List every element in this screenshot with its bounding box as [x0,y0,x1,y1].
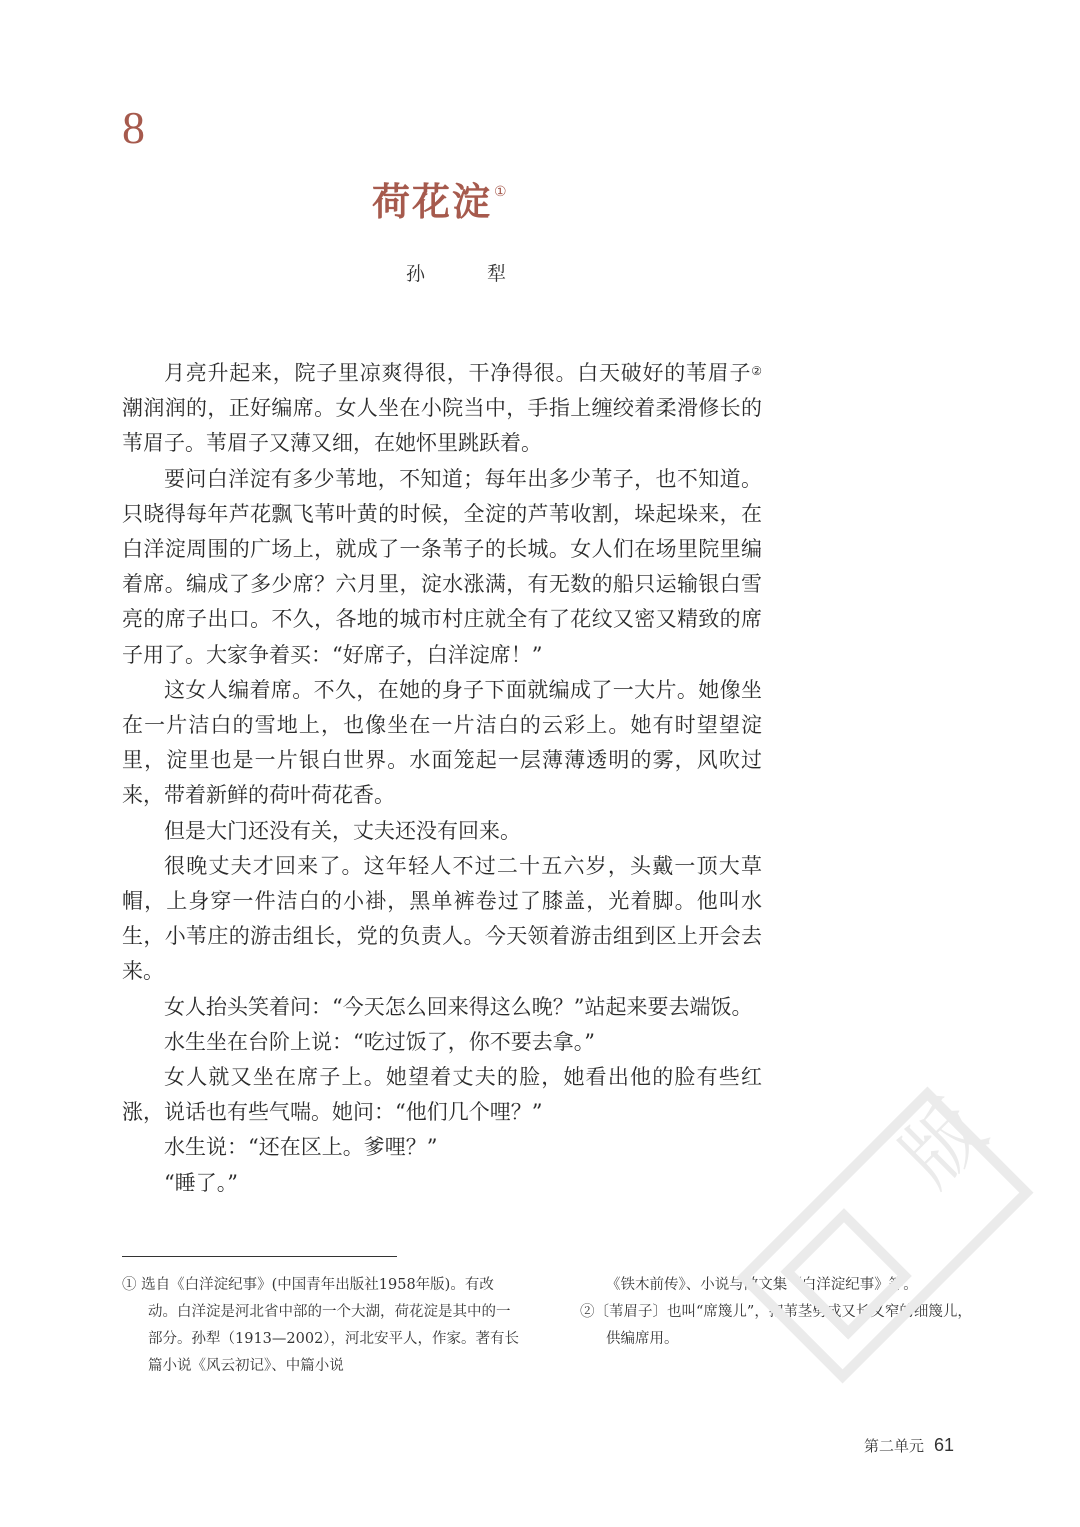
footnotes-right-column [580,1272,980,1353]
author-name: 孙 犁 [406,263,535,285]
footnote-2: ②〔苇眉子〕也叫“席篾儿”，把苇茎劈成又长又窄的细篾儿，供编席用。 [580,1304,972,1347]
paragraph [122,356,762,462]
page-title [372,179,509,224]
footnote-1: ① 选自《白洋淀纪事》(中国青年出版社1958年版)。有改动。白洋淀是河北省中部的一个大湖，荷花淀是其中的一部分。孙犁（1913—2002），河北安平人，作家。著有长篇小说《风云初记》、中篇小说 [122,1277,520,1374]
paragraph: 很晚丈夫才回来了。这年轻人不过二十五六岁，头戴一顶大草帽，上身穿一件洁白的小褂，黑单裤卷过了膝盖，光着脚。他叫水生，小苇庄的游击组长，党的负责人。今天领着游击组到区上开会去来。 [122,853,762,984]
paragraph: 女人就又坐在席子上。她望着丈夫的脸，她看出他的脸有些红涨，说话也有些气喘。她问：“他们几个哩？” [122,1065,762,1125]
paragraph: 女人抬头笑着问：“今天怎么回来得这么晚？”站起来要去端饭。 [164,994,753,1019]
paragraph: “睡了。” [164,1170,238,1195]
footnote-divider [122,1256,397,1257]
footnotes-left-column [122,1272,522,1380]
lesson-number: 8 [122,102,145,153]
paragraph-text: 潮润润的，正好编席。女人坐在小院当中，手指上缠绞着柔滑修长的苇眉子。苇眉子又薄又细，在她怀里跳跃着。 [122,396,762,456]
footnote-1-continued: 《铁木前传》、小说与散文集《白洋淀纪事》等。 [606,1277,918,1293]
article-body [122,356,762,1201]
paragraph: 要问白洋淀有多少苇地，不知道；每年出多少苇子，也不知道。只晓得每年芦花飘飞苇叶黄的时候，全淀的芦苇收割，垛起垛来，在白洋淀周围的广场上，就成了一条苇子的长城。女人们在场里院里编着席。编成了多少席？六月里，淀水涨满，有无数的船只运输银白雪亮的席子出口。不久，各地的城市村庄就全有了花纹又密又精致的席子用了。大家争着买：“好席子，白洋淀席！” [122,466,762,667]
page-number: 61 [934,1435,955,1455]
title-text: 荷花淀 [372,179,493,224]
paragraph: 水生说：“还在区上。爹哩？” [164,1135,438,1160]
paragraph: 但是大门还没有关，丈夫还没有回来。 [164,818,521,843]
paragraph: 水生坐在台阶上说：“吃过饭了，你不要去拿。” [164,1029,595,1054]
paragraph: 这女人编着席。不久，在她的身子下面就编成了一大片。她像坐在一片洁白的雪地上，也像坐在一片洁白的云彩上。她有时望望淀里，淀里也是一片银白世界。水面笼起一层薄薄透明的雾，风吹过来，带着新鲜的荷叶荷花香。 [122,677,762,808]
title-footnote-marker[interactable]: ① [494,184,509,200]
page-footer [864,1435,954,1456]
unit-label: 第二单元 [864,1437,925,1455]
footnote-marker[interactable]: ② [751,364,762,378]
watermark-text: 版 [884,1084,1004,1204]
paragraph-text: 月亮升起来，院子里凉爽得很，干净得很。白天破好的苇眉子 [164,361,752,385]
